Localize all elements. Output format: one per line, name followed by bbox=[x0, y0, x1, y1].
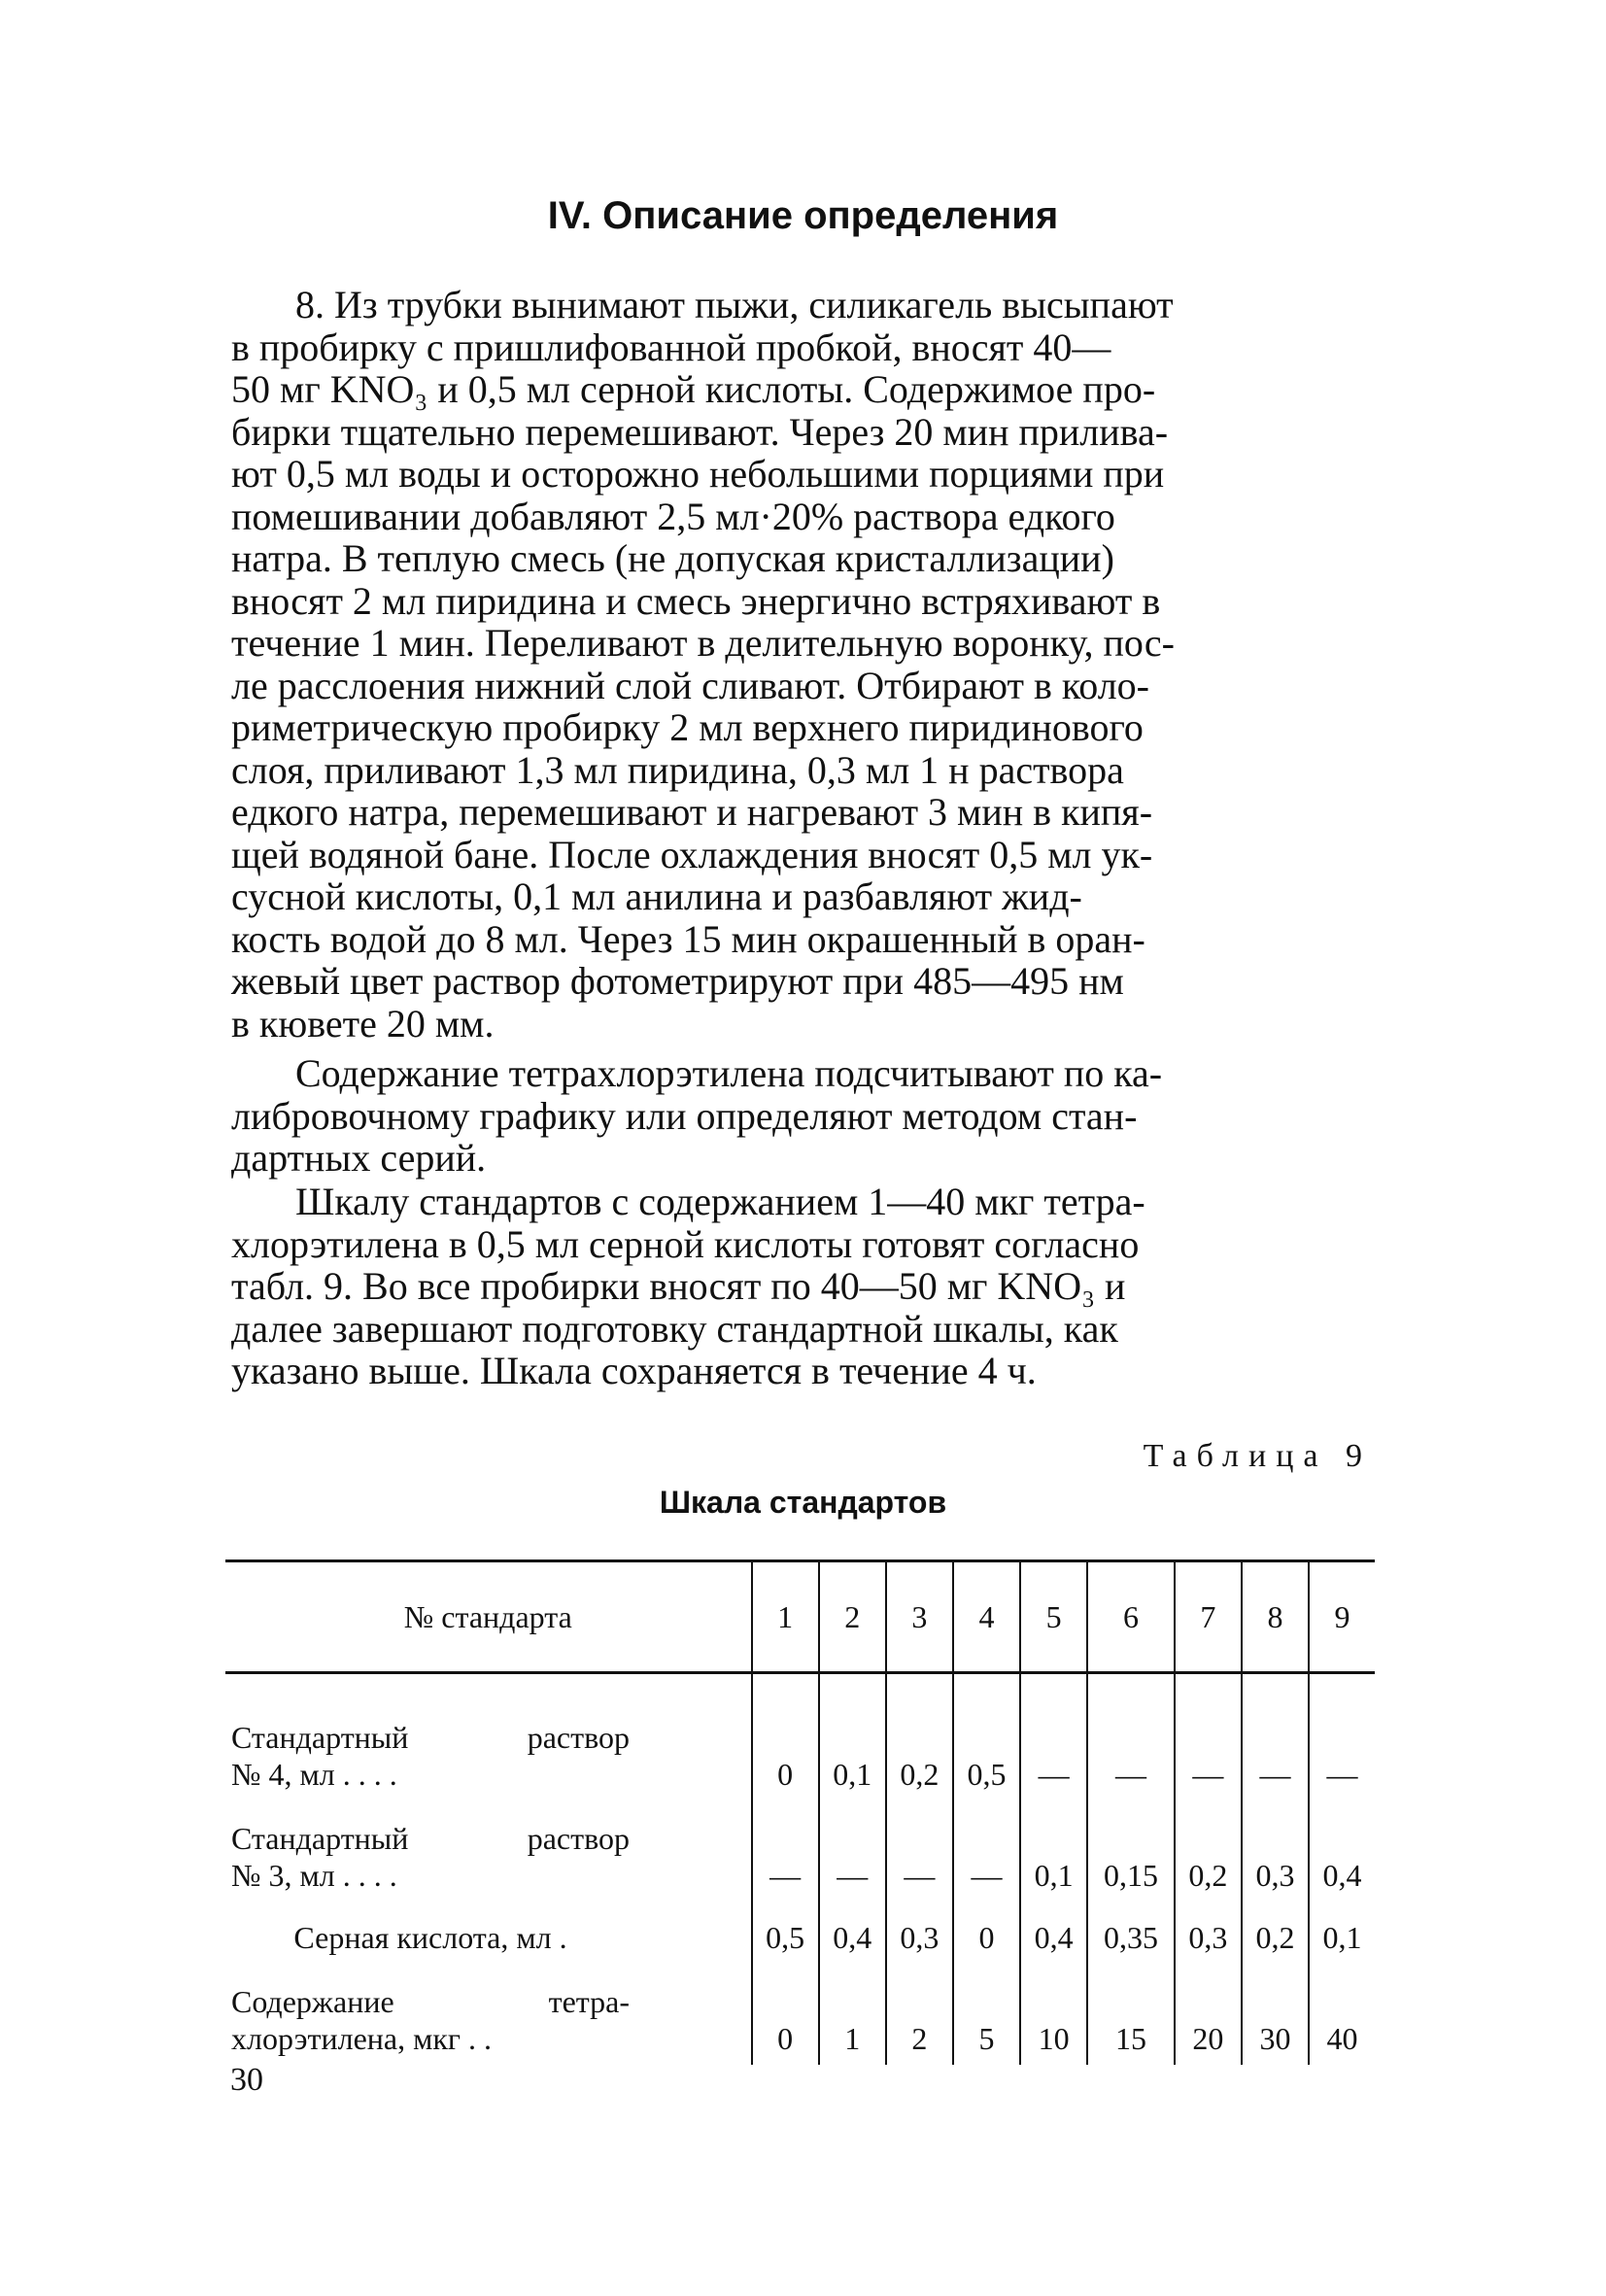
table-cell: 20 bbox=[1175, 1964, 1242, 2065]
table-row bbox=[225, 1800, 1375, 1902]
table-cell: 30 bbox=[1242, 1964, 1309, 2065]
table-cell: 0,35 bbox=[1087, 1902, 1175, 1964]
table-cell: — bbox=[886, 1800, 953, 1902]
table-cell: 0,3 bbox=[1242, 1800, 1309, 1902]
text-line: жевый цвет раствор фотометрируют при 485—495 нм bbox=[231, 959, 1124, 1003]
column-header: 8 bbox=[1242, 1561, 1309, 1673]
table-cell: 0,2 bbox=[1242, 1902, 1309, 1964]
column-header: 9 bbox=[1309, 1561, 1375, 1673]
table-cell: 1 bbox=[819, 1964, 886, 2065]
text-line: хлорэтилена в 0,5 мл серной кислоты готовят согласно bbox=[231, 1221, 1140, 1266]
table-cell: 15 bbox=[1087, 1964, 1175, 2065]
table-cell: — bbox=[953, 1800, 1020, 1902]
table-cell: 0,4 bbox=[819, 1902, 886, 1964]
paragraph-1 bbox=[231, 284, 1372, 1045]
table-cell: 0 bbox=[752, 1964, 819, 2065]
table-cell: 0 bbox=[953, 1902, 1020, 1964]
text-line: дартных серий. bbox=[231, 1136, 487, 1180]
table-cell: 10 bbox=[1020, 1964, 1087, 2065]
table-row bbox=[225, 1964, 1375, 2065]
paragraph-2 bbox=[231, 1052, 1372, 1180]
text-line: в пробирку с пришлифованной пробкой, вносят 40— bbox=[231, 325, 1111, 369]
text-line: помешивании добавляют 2,5 мл·20% раствора едкого bbox=[231, 494, 1115, 538]
section-heading: IV. Описание определения bbox=[547, 194, 1059, 237]
table-cell: 0,4 bbox=[1020, 1902, 1087, 1964]
row-label-part: Содержание bbox=[231, 1984, 394, 2019]
table-cell: — bbox=[752, 1800, 819, 1902]
table-cell: 40 bbox=[1309, 1964, 1375, 2065]
table-row bbox=[225, 1902, 1375, 1964]
table-cell: — bbox=[1242, 1673, 1309, 1801]
text-line: Шкалу стандартов с содержанием 1—40 мкг тетра- bbox=[295, 1180, 1145, 1223]
text-line: 50 мг KNO₃ и 0,5 мл серной кислоты. Содержимое про- bbox=[231, 367, 1156, 411]
row-label-part: раствор bbox=[527, 1720, 630, 1755]
table-cell: 0,1 bbox=[1309, 1902, 1375, 1964]
row-label bbox=[225, 1964, 752, 2065]
table-cell: 5 bbox=[953, 1964, 1020, 2065]
column-header: 7 bbox=[1175, 1561, 1242, 1673]
text-line: бирки тщательно перемешивают. Через 20 мин прилива- bbox=[231, 409, 1169, 454]
text-line: едкого натра, перемешивают и нагревают 3 мин в кипя- bbox=[231, 790, 1153, 834]
row-label-part: Стандартный bbox=[231, 1821, 409, 1856]
column-header: 6 bbox=[1087, 1561, 1175, 1673]
table-cell: 0,3 bbox=[1175, 1902, 1242, 1964]
table-cell: — bbox=[1020, 1673, 1087, 1801]
table-label: Таблица 9 bbox=[1143, 1438, 1372, 1474]
table-title: Шкала стандартов bbox=[659, 1485, 947, 1520]
paragraph-3 bbox=[231, 1181, 1372, 1392]
row-label bbox=[225, 1902, 752, 1964]
text-line: кость водой до 8 мл. Через 15 мин окрашенный в оран- bbox=[231, 916, 1145, 961]
text-line: натра. В теплую смесь (не допуская кристаллизации) bbox=[231, 536, 1114, 580]
table-cell: 0,15 bbox=[1087, 1800, 1175, 1902]
table-cell: 0,2 bbox=[1175, 1800, 1242, 1902]
table-cell: — bbox=[1087, 1673, 1175, 1801]
row-label-part: тетра- bbox=[548, 1984, 630, 2019]
table-cell: 0,1 bbox=[1020, 1800, 1087, 1902]
table-cell: — bbox=[1309, 1673, 1375, 1801]
text-line: сусной кислоты, 0,1 мл анилина и разбавляют жид- bbox=[231, 874, 1082, 918]
text-line: течение 1 мин. Переливают в делительную воронку, пос- bbox=[231, 621, 1175, 665]
table-body bbox=[225, 1673, 1375, 2066]
table-cell: 0,5 bbox=[953, 1673, 1020, 1801]
table-cell: 0,1 bbox=[819, 1673, 886, 1801]
column-header: 4 bbox=[953, 1561, 1020, 1673]
column-header: 3 bbox=[886, 1561, 953, 1673]
row-label-part: раствор bbox=[527, 1821, 630, 1856]
standards-table bbox=[225, 1559, 1375, 2065]
text-line: в кювете 20 мм. bbox=[231, 1001, 495, 1045]
text-line: Содержание тетрахлорэтилена подсчитывают по ка- bbox=[295, 1051, 1163, 1095]
text-line: указано выше. Шкала сохраняется в течение 4 ч. bbox=[231, 1349, 1037, 1392]
text-line: риметрическую пробирку 2 мл верхнего пиридинового bbox=[231, 705, 1144, 749]
row-label bbox=[225, 1673, 752, 1801]
row-label bbox=[225, 1800, 752, 1902]
row-label-part: Стандартный bbox=[231, 1720, 409, 1755]
table-cell: — bbox=[1175, 1673, 1242, 1801]
table-header-row bbox=[225, 1561, 1375, 1673]
table-cell: 0,3 bbox=[886, 1902, 953, 1964]
table-cell: 0,2 bbox=[886, 1673, 953, 1801]
text-line: щей водяной бане. После охлаждения вносят 0,5 мл ук- bbox=[231, 832, 1153, 876]
column-header: 5 bbox=[1020, 1561, 1087, 1673]
table-cell: 0 bbox=[752, 1673, 819, 1801]
text-line: слоя, приливают 1,3 мл пиридина, 0,3 мл 1 н раствора bbox=[231, 747, 1124, 792]
text-line: вносят 2 мл пиридина и смесь энергично встряхивают в bbox=[231, 578, 1161, 623]
row-label-part: № 4, мл . . . . bbox=[231, 1757, 397, 1792]
column-header: 2 bbox=[819, 1561, 886, 1673]
column-header: 1 bbox=[752, 1561, 819, 1673]
text-line: ле расслоения нижний слой сливают. Отбирают в коло- bbox=[231, 663, 1149, 707]
text-line: табл. 9. Во все пробирки вносят по 40—50 мг KNO₃ и bbox=[231, 1264, 1126, 1308]
text-line: 8. Из трубки вынимают пыжи, силикагель высыпают bbox=[295, 283, 1174, 326]
text-line: ют 0,5 мл воды и осторожно небольшими порциями при bbox=[231, 452, 1165, 496]
table-cell: — bbox=[819, 1800, 886, 1902]
row-label-part: Серная кислота, мл . bbox=[293, 1920, 567, 1955]
table-cell: 2 bbox=[886, 1964, 953, 2065]
table-cell: 0,4 bbox=[1309, 1800, 1375, 1902]
text-line: либровочному графику или определяют методом стан- bbox=[231, 1093, 1138, 1138]
row-label-part: хлорэтилена, мкг . . bbox=[231, 2021, 493, 2056]
header-label: № стандарта bbox=[403, 1598, 572, 1634]
page-number: 30 bbox=[230, 2062, 263, 2098]
text-line: далее завершают подготовку стандартной шкалы, как bbox=[231, 1306, 1118, 1351]
table-cell: 0,5 bbox=[752, 1902, 819, 1964]
row-label-part: № 3, мл . . . . bbox=[231, 1858, 397, 1893]
table-row bbox=[225, 1673, 1375, 1801]
